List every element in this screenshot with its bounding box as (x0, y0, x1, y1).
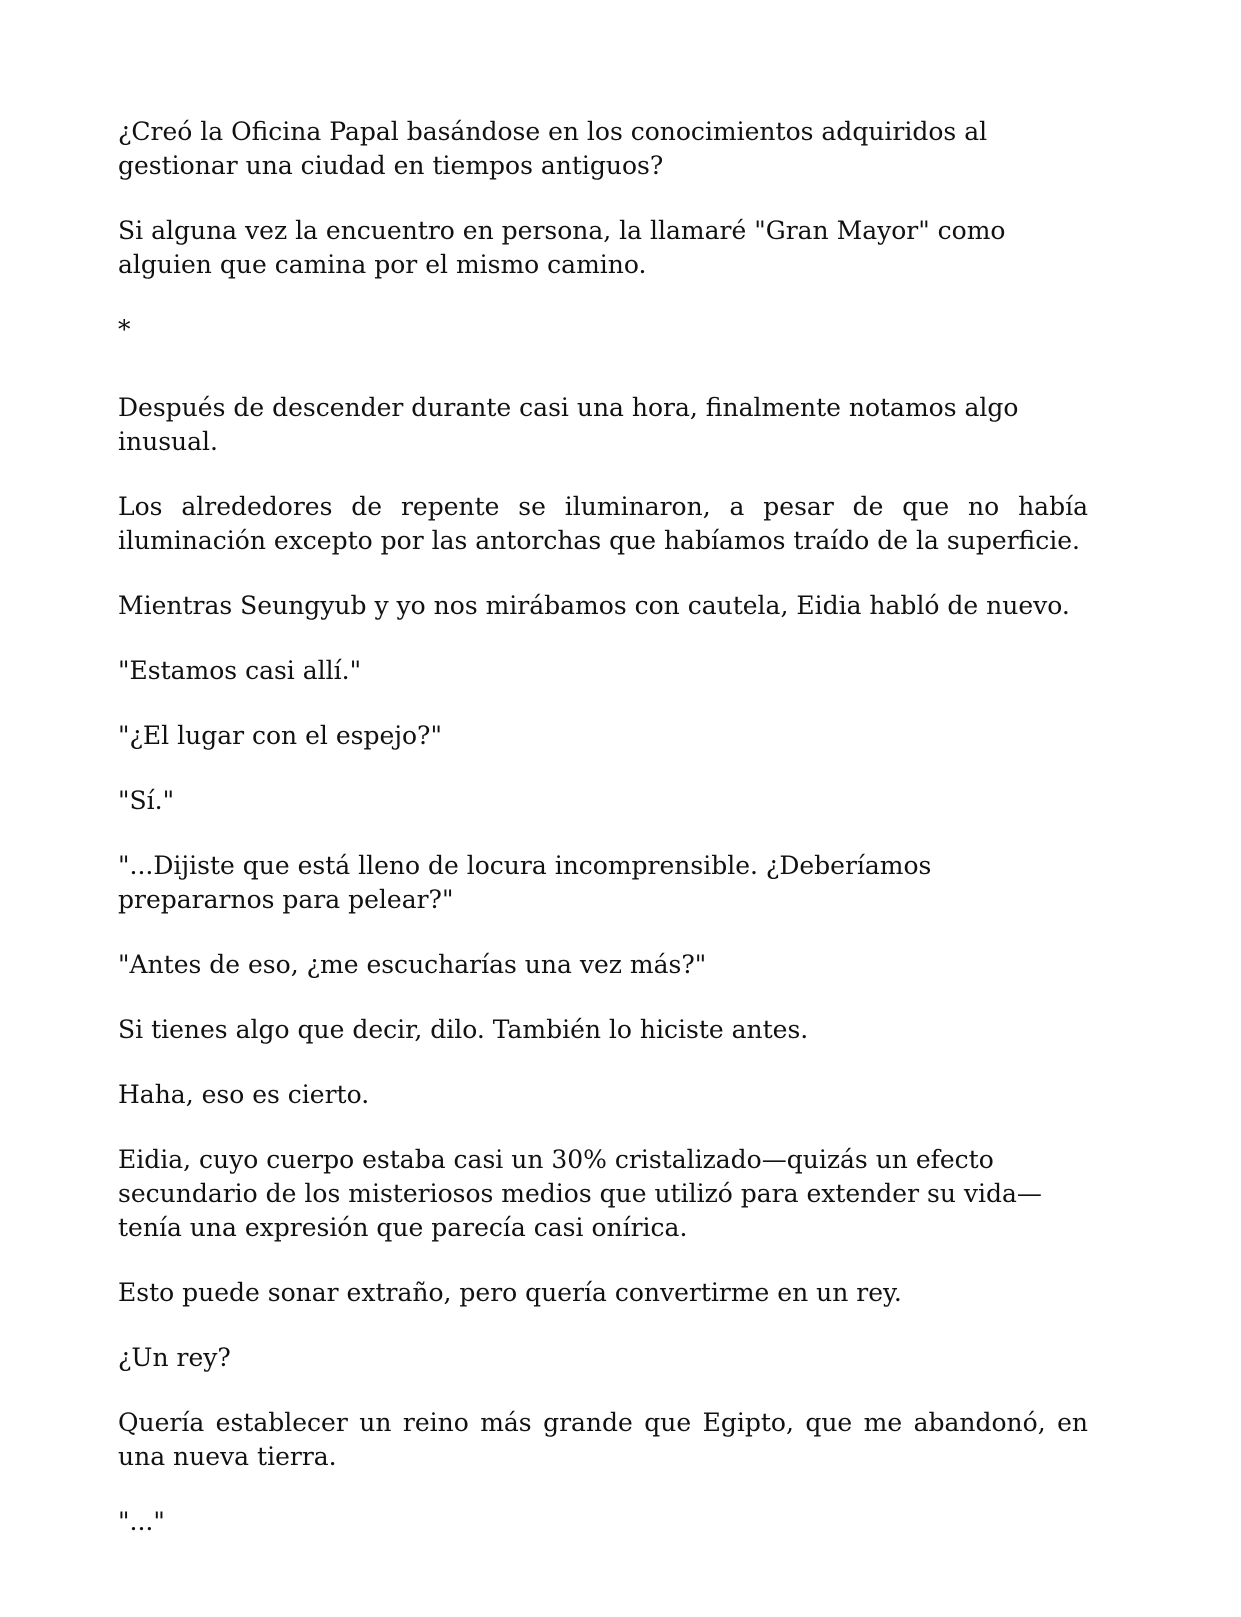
dialogue-line: "Sí." (118, 786, 175, 815)
dialogue-line: "¿El lugar con el espejo?" (118, 721, 442, 750)
paragraph: ¿Un rey? (118, 1343, 231, 1372)
dialogue-line: "Estamos casi allí." (118, 656, 362, 685)
paragraph: Si alguna vez la encuentro en persona, la llamaré "Gran Mayor" como alguien que camina por el mismo camino. (118, 216, 1006, 279)
paragraph: Eidia, cuyo cuerpo estaba casi un 30% cristalizado—quizás un efecto secundario de los misteriosos medios que utilizó para extender su vida—tenía una expresión que parecía casi onírica. (118, 1145, 1042, 1242)
paragraph: Después de descender durante casi una hora, finalmente notamos algo inusual. (118, 393, 1019, 456)
paragraph: Haha, eso es cierto. (118, 1080, 370, 1109)
paragraph: Mientras Seungyub y yo nos mirábamos con cautela, Eidia habló de nuevo. (118, 591, 1070, 620)
dialogue-line: "Antes de eso, ¿me escucharías una vez más?" (118, 950, 707, 979)
text-column (118, 115, 1088, 1570)
paragraph: ¿Creó la Oficina Papal basándose en los conocimientos adquiridos al gestionar una ciudad en tiempos antiguos? (118, 117, 988, 180)
paragraph: Quería establecer un reino más grande que Egipto, que me abandonó, en una nueva tierra. (118, 1408, 1088, 1471)
paragraph: Los alrededores de repente se iluminaron, a pesar de que no había iluminación excepto por las antorchas que habíamos traído de la superficie. (118, 492, 1088, 555)
paragraph: Esto puede sonar extraño, pero quería convertirme en un rey. (118, 1278, 902, 1307)
dialogue-line: "...Dijiste que está lleno de locura incomprensible. ¿Deberíamos prepararnos para pelear?" (118, 851, 932, 914)
paragraph: Si tienes algo que decir, dilo. También lo hiciste antes. (118, 1015, 809, 1044)
dialogue-line: "..." (118, 1507, 165, 1536)
section-break: * (118, 315, 131, 344)
